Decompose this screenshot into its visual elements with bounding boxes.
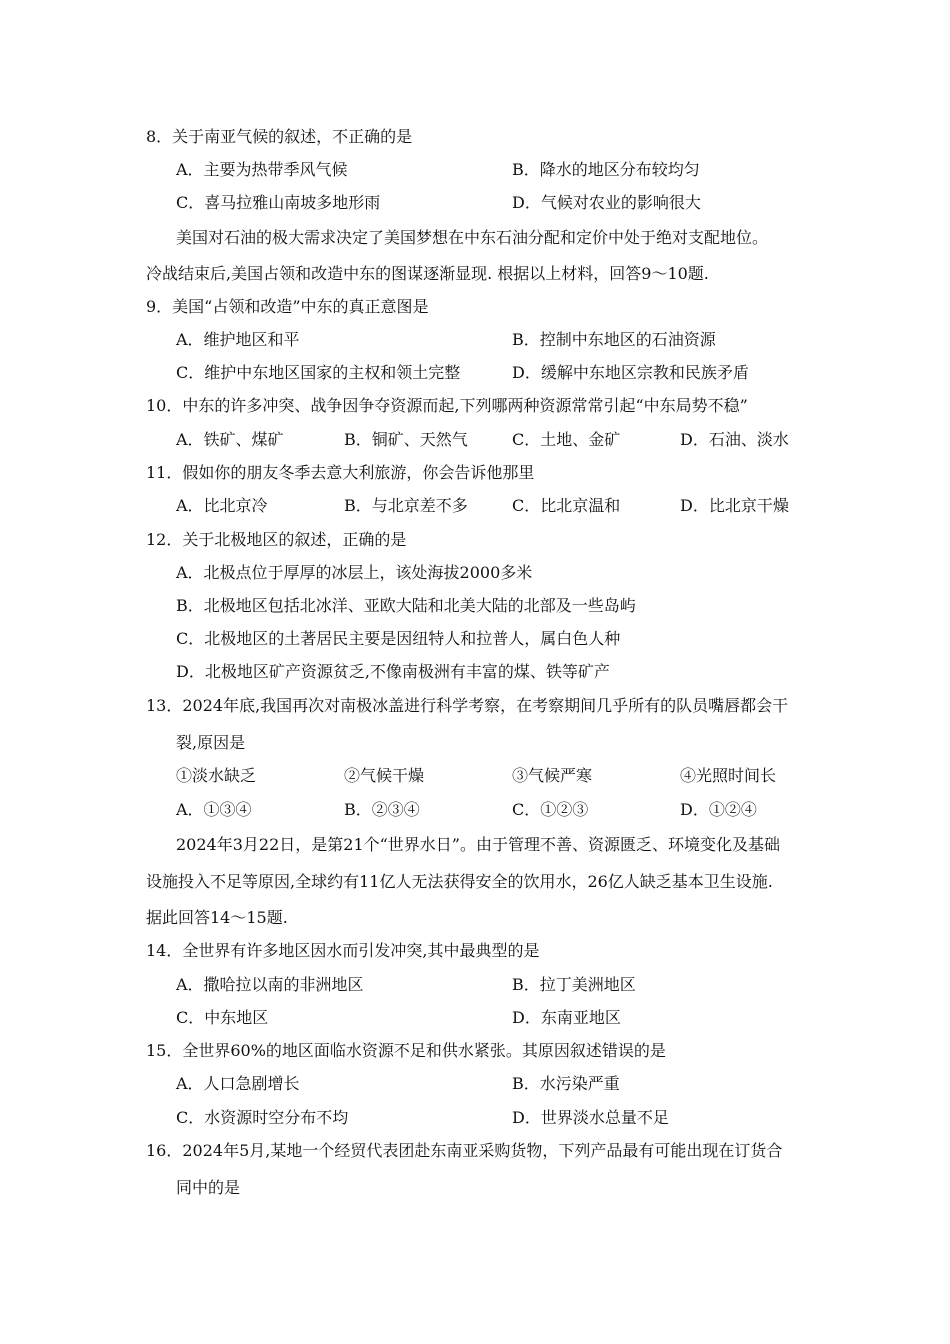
question-13-item-2: ②气候干燥	[344, 766, 425, 785]
question-8-option-a: A．主要为热带季风气候	[176, 160, 348, 179]
question-15-stem: 15．全世界60%的地区面临水资源不足和供水紧张。其原因叙述错误的是	[146, 1041, 666, 1060]
question-13-option-d: D．①②④	[680, 800, 757, 819]
question-12-option-b: B．北极地区包括北冰洋、亚欧大陆和北美大陆的北部及一些岛屿	[176, 596, 636, 615]
question-14-option-d: D．东南亚地区	[512, 1008, 621, 1027]
question-15-option-c: C．水资源时空分布不均	[176, 1108, 349, 1127]
passage-9-10-line-2: 冷战结束后,美国占领和改造中东的图谋逐渐显现. 根据以上材料，回答9～10题.	[146, 264, 709, 283]
question-15-option-b: B．水污染严重	[512, 1074, 620, 1093]
question-9-option-c: C．维护中东地区国家的主权和领土完整	[176, 363, 461, 382]
passage-9-10-line-1: 美国对石油的极大需求决定了美国梦想在中东石油分配和定价中处于绝对支配地位。	[176, 228, 769, 247]
question-11-option-b: B．与北京差不多	[344, 496, 468, 515]
question-10-option-c: C．土地、金矿	[512, 430, 621, 449]
question-9-stem: 9．美国“占领和改造”中东的真正意图是	[146, 297, 429, 316]
question-8-stem: 8．关于南亚气候的叙述，不正确的是	[146, 127, 413, 146]
question-14-stem: 14．全世界有许多地区因水而引发冲突,其中最典型的是	[146, 941, 540, 960]
question-13-stem-line-2: 裂,原因是	[176, 733, 246, 752]
question-9-option-b: B．控制中东地区的石油资源	[512, 330, 716, 349]
question-12-option-a: A．北极点位于厚厚的冰层上，该处海拔2000多米	[176, 563, 533, 582]
question-9-option-a: A．维护地区和平	[176, 330, 300, 349]
question-11-option-c: C．比北京温和	[512, 496, 621, 515]
question-8-option-c: C．喜马拉雅山南坡多地形雨	[176, 193, 381, 212]
question-14-option-b: B．拉丁美洲地区	[512, 975, 636, 994]
question-13-item-4: ④光照时间长	[680, 766, 777, 785]
question-16-stem-line-2: 同中的是	[176, 1178, 241, 1197]
question-16-stem-line-1: 16．2024年5月,某地一个经贸代表团赴东南亚采购货物，下列产品最有可能出现在订货合	[146, 1141, 783, 1160]
question-10-stem: 10．中东的许多冲突、战争因争夺资源而起,下列哪两种资源常常引起“中东局势不稳”	[146, 396, 748, 415]
question-11-stem: 11．假如你的朋友冬季去意大利旅游，你会告诉他那里	[146, 463, 535, 482]
question-15-option-a: A．人口急剧增长	[176, 1074, 300, 1093]
question-11-option-d: D．比北京干燥	[680, 496, 789, 515]
question-13-item-3: ③气候严寒	[512, 766, 593, 785]
question-13-option-a: A．①③④	[176, 800, 252, 819]
question-15-option-d: D．世界淡水总量不足	[512, 1108, 669, 1127]
question-12-option-d: D．北极地区矿产资源贫乏,不像南极洲有丰富的煤、铁等矿产	[176, 662, 610, 681]
question-13-stem-line-1: 13．2024年底,我国再次对南极冰盖进行科学考察，在考察期间几乎所有的队员嘴唇都会干	[146, 696, 789, 715]
passage-14-15-line-3: 据此回答14～15题.	[146, 908, 288, 927]
question-14-option-a: A．撒哈拉以南的非洲地区	[176, 975, 364, 994]
question-14-option-c: C．中东地区	[176, 1008, 269, 1027]
question-13-option-b: B．②③④	[344, 800, 420, 819]
question-13-item-1: ①淡水缺乏	[176, 766, 257, 785]
question-8-option-d: D．气候对农业的影响很大	[512, 193, 701, 212]
question-11-option-a: A．比北京冷	[176, 496, 268, 515]
question-12-stem: 12．关于北极地区的叙述，正确的是	[146, 530, 407, 549]
question-10-option-d: D．石油、淡水	[680, 430, 789, 449]
question-8-option-b: B．降水的地区分布较均匀	[512, 160, 700, 179]
question-10-option-b: B．铜矿、天然气	[344, 430, 468, 449]
question-13-option-c: C．①②③	[512, 800, 589, 819]
passage-14-15-line-2: 设施投入不足等原因,全球约有11亿人无法获得安全的饮用水，26亿人缺乏基本卫生设施.	[146, 872, 773, 891]
question-10-option-a: A．铁矿、煤矿	[176, 430, 284, 449]
question-9-option-d: D．缓解中东地区宗教和民族矛盾	[512, 363, 749, 382]
question-12-option-c: C．北极地区的土著居民主要是因纽特人和拉普人，属白色人种	[176, 629, 621, 648]
passage-14-15-line-1: 2024年3月22日，是第21个“世界水日”。由于管理不善、资源匮乏、环境变化及基础	[176, 835, 780, 854]
